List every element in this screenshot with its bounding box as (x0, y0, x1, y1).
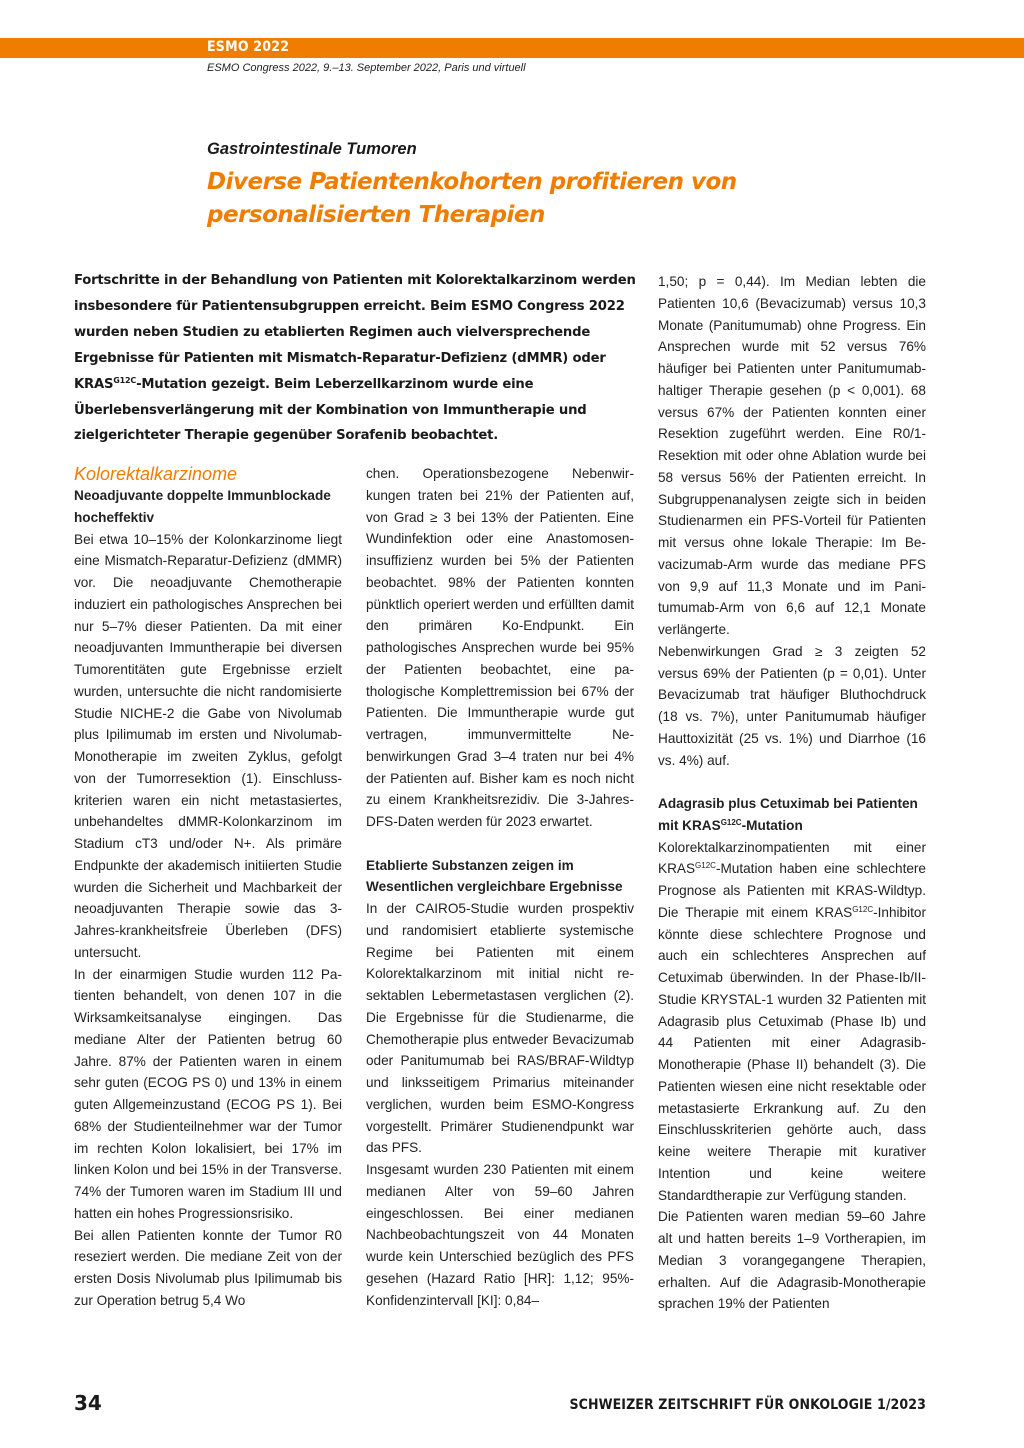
column-1 (74, 463, 342, 1312)
subhead-adagrasib-text-2: -Mutation (741, 817, 803, 833)
subhead-adagrasib-text-1: Adagrasib plus Cetuximab bei Patienten mit KRAS (658, 796, 918, 833)
journal-title: SCHWEIZER ZEITSCHRIFT FÜR ONKOLOGIE 1/2023 (569, 1397, 926, 1413)
subhead-neoadjuvant: Neoadjuvante doppelte Immunblockade hocheffektiv (74, 488, 331, 525)
subhead-established: Etablierte Substanzen zeigen im Wesentlichen vergleichbare Ergebnisse (366, 857, 623, 895)
header-bar (0, 38, 1024, 58)
subhead-adagrasib-superscript: G12C (720, 817, 742, 827)
paragraph: In der einarmigen Studie wurden 112 Patienten behandelt, von denen 107 in die Wirksamkeitsanalyse eingingen. Das mediane Alter der Patienten betrug 60 Jahre. 87% der Patienten waren in einem sehr guten (ECOG PS 0) und 13% in einem guten Allgemeinzustand (ECOG PS 1). Bei 68% der Studienteilnehmer war der Tumor im rechten Kolon lokalisiert, bei 17% im linken Kolon und bei 15% in der Transverse. 74% der Tumoren waren im Stadium III und hatten ein hohes Progressionsrisiko. (74, 966, 342, 1221)
paragraph: Die Patienten waren median 59–60 Jahre alt und hatten bereits 1–9 Vortherapien, im Median 3 vorangegangene Therapien, erhalten. Auf die Adagrasib-Monotherapie sprachen 19% der Patienten (658, 1209, 926, 1312)
lead-superscript: G12C (113, 375, 137, 385)
congress-info: ESMO Congress 2022, 9.–13. September 2022, Paris und virtuell (207, 62, 526, 74)
paragraph: 1,50; p = 0,44). Im Median lebten die Patienten 10,6 (Bevacizumab) versus 10,3 Monate (Panitumumab) ohne Progress. Ein Ansprechen wurde mit 52 versus 76% häufiger bei Patienten unter Panitumumab-haltiger Therapie gesehen (p < 0,001). 68 versus 67% der Patienten konnten einer Resektion zugeführt werden. Eine R0/1-Resektion mit oder ohne Ablation wurde bei 58 versus 56% der Patienten erreicht. In Subgruppenanalysen zeigte sich in beiden Studienarmen ein PFS-Vorteil für Patienten mit versus ohne lokale Therapie: Im Bevacizumab-Arm wurde das mediane PFS von 9,9 auf 11,3 Monate und im Panitumumab-Arm von 6,6 auf 12,1 Monate verlängerte. (658, 274, 926, 637)
lead-text-2: -Mutation gezeigt. Beim Leberzellkarzinom wurde eine Überlebensverlängerung mit der Kombination von Immuntherapie und zielgerichteter Therapie gegenüber Sorafenib beobachtet. (74, 376, 587, 444)
paragraph: Bei allen Patienten konnte der Tumor R0 reseziert werden. Die mediane Zeit von der ersten Dosis Nivolumab plus Ipilimumab bis zur Operation betrug 5,4 Wo (74, 1227, 342, 1308)
page-number: 34 (74, 1391, 102, 1415)
paragraph (658, 837, 926, 1207)
column-2 (366, 463, 634, 1311)
article-lead (74, 268, 636, 449)
article-title (207, 166, 927, 232)
paragraph: Insgesamt wurden 230 Patienten mit einem medianen Alter von 59–60 Jahren eingeschlossen. Bei einer medianen Nachbeobachtungszeit von 44 Monaten wurde kein Unterschied bezüglich des PFS gesehen (Hazard Ratio [HR]: 1,12; 95%-Konfidenzintervall [KI]: 0,84– (366, 1162, 634, 1308)
article-title-line1: Diverse Patientenkohorten profitieren von (207, 169, 737, 195)
paragraph: Nebenwirkungen Grad ≥ 3 zeigten 52 versus 69% der Patienten (p = 0,01). Unter Bevacizumab trat häufiger Bluthochdruck (18 vs. 7%), unter Panitumumab häufiger Hauttoxizität (25 vs. 1%) und Diarrhoe (16 vs. 4%) auf. (658, 643, 926, 768)
header-label: ESMO 2022 (207, 39, 290, 55)
column-3 (658, 271, 926, 1315)
text-run: Kolorektalkarzinompatienten mit einer KRAS (658, 839, 926, 877)
text-run: -Inhibitor könnte diese schlechtere Prognose und auch ein schlechteres Ansprechen auf Cetuximab überwinden. In der Phase-Ib/II-Studie KRYSTAL-1 wurden 32 Patienten mit Adagrasib plus Cetuximab (Phase Ib) und 44 Patienten mit einer Adagrasib-Monotherapie (Phase II) behandelt (3). Die Patienten wiesen eine nicht resektable oder metastasierte Erkrankung auf. Zu den Einschlusskriterien gehörte auch, dass keine weitere Therapie mit kurativer Intention und keine weitere Standardtherapie zur Verfügung standen. (658, 904, 926, 1203)
lead-text-1: Fortschritte in der Behandlung von Patienten mit Kolorektalkarzinom werden insbesondere für Patientensubgruppen erreicht. Beim ESMO Congress 2022 wurden neben Studien zu etablierten Regimen auch vielversprechende Ergebnisse für Patienten mit Mismatch-Reparatur-Defizienz (dMMR) oder KRAS (74, 273, 636, 392)
paragraph: Bei etwa 10–15% der Kolonkarzinome liegt eine Mismatch-Reparatur-Defizienz (dMMR) vor. Die neoadjuvante Chemotherapie induziert ein pathologisches Ansprechen bei nur 5–7% dieser Patienten. Da mit einer neoadjuvanten Immuntherapie bei diversen Tumorentitäten gute Ergebnisse erzielt wurden, untersuchte die nicht randomisierte Studie NICHE-2 die Gabe von Nivolumab plus Ipilimumab im ersten und Nivolumab-Monotherapie im zweiten Zyklus, gefolgt von der Tumorresektion (1). Einschlusskriterien waren ein nicht metastasiertes, unbehandeltes dMMR-Kolonkarzinom im Stadium cT3 und/oder N+. Als primäre Endpunkte der akademisch initiierten Studie wurden die Sicherheit und Machbarkeit der neoadjuvanten Therapie sowie das 3-Jahres-krankheitsfreie Überleben (DFS) untersucht. (74, 531, 342, 960)
paragraph: In der CAIRO5-Studie wurden prospektiv und randomisiert etablierte systemische Regime bei Patienten mit einem Kolorektalkarzinom mit initial nicht resektablen Lebermetastasen verglichen (2). Die Ergebnisse für die Studienarme, die Chemotherapie plus entweder Bevacizumab oder Panitumumab bei RAS/BRAF-Wildtyp und linksseitigem Primarius miteinander verglichen, wurden beim ESMO-Kongress vorgestellt. Primärer Studienendpunkt war das PFS. (366, 901, 634, 1156)
paragraph: chen. Operationsbezogene Nebenwirkungen traten bei 21% der Patienten auf, von Grad ≥ 3 bei 13% der Patienten. Eine Wundinfektion oder eine Anastomoseninsuffizienz wurden bei 5% der Patienten beobachtet. 98% der Patienten konnten pünktlich operiert werden und erfüllten damit den primären Ko-Endpunkt. Ein pathologisches Ansprechen wurde bei 95% der Patienten beobachtet, eine pathologische Komplettremission bei 67% der Patienten. Die Immuntherapie wurde gut vertragen, immunvermittelte Nebenwirkungen Grad 3–4 traten nur bei 4% der Patienten auf. Bisher kam es noch nicht zu einem Krankheitsrezidiv. Die 3-Jahres-DFS-Daten werden für 2023 erwartet. (366, 466, 634, 829)
article-title-line2: personalisierten Therapien (207, 202, 545, 228)
subhead-adagrasib (658, 793, 926, 837)
article-category: Gastrointestinale Tumoren (207, 140, 417, 158)
section-title: Kolorektalkarzinome (74, 464, 238, 484)
superscript: G12C (852, 904, 874, 914)
text-run: -Mutation haben eine schlechtere Prognose als Patienten mit KRAS-Wildtyp. Die Therapie mit einem KRAS (658, 861, 926, 920)
superscript: G12C (695, 861, 716, 871)
